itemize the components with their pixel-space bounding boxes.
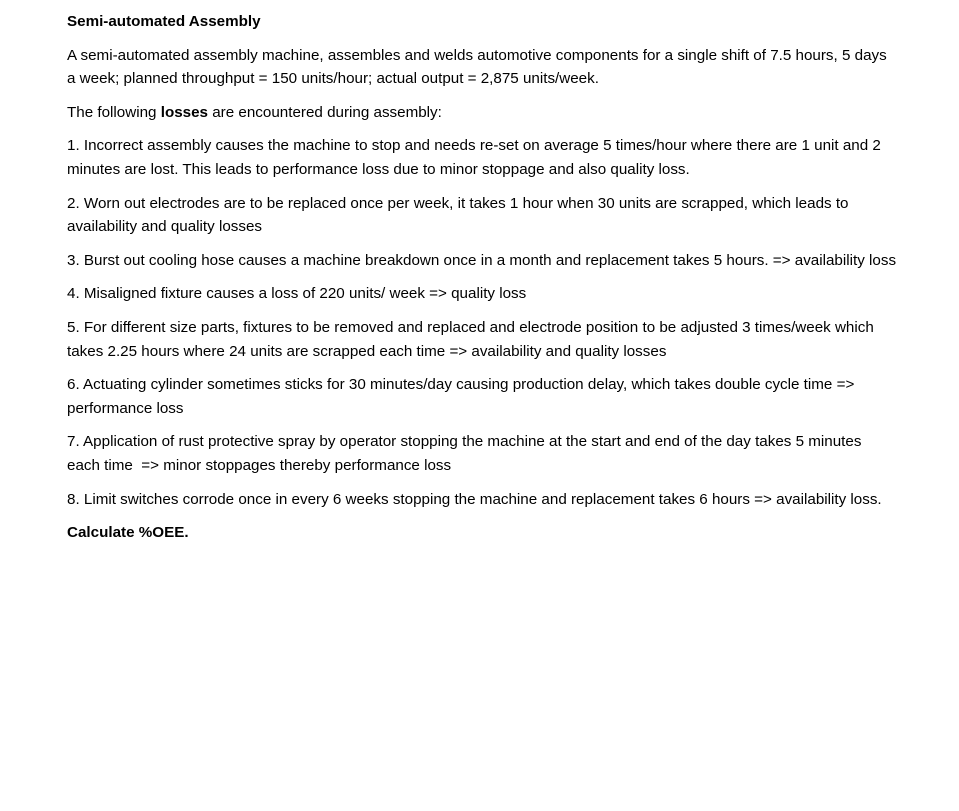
closing-instruction: Calculate %OEE. — [67, 524, 189, 542]
loss-item-8: 8. Limit switches corrode once in every 6 weeks stopping the machine and replacement takes 6 hours => availability loss. — [67, 490, 882, 508]
loss-item-1: 1. Incorrect assembly causes the machine to stop and needs re-set on average 5 times/hour where there are 1 unit and 2 minutes are lost. This leads to performance loss due to minor stoppage and also quality loss. — [67, 137, 881, 178]
loss-item-7: 7. Application of rust protective spray by operator stopping the machine at the start and end of the day takes 5 minutes each time => minor stoppages thereby performance loss — [67, 433, 866, 474]
loss-item-2: 2. Worn out electrodes are to be replaced once per week, it takes 1 hour when 30 units are scrapped, which leads to availability and quality losses — [67, 194, 849, 236]
loss-item-4: 4. Misaligned fixture causes a loss of 220 units/ week => quality loss — [67, 285, 527, 303]
document — [67, 10, 897, 555]
loss-item-3: 3. Burst out cooling hose causes a machine breakdown once in a month and replacement takes 5 hours. => availability loss — [67, 251, 897, 269]
losses-lead-paragraph — [67, 101, 897, 125]
losses-lead-after: are encountered during assembly: — [208, 103, 442, 121]
loss-item-5: 5. For different size parts, fixtures to be removed and replaced and electrode position to be adjusted 3 times/week which takes 2.25 hours where 24 units are scrapped each time => availability and quality losses — [67, 318, 874, 360]
losses-lead-bold: losses — [160, 103, 209, 121]
document-title: Semi-automated Assembly — [67, 13, 261, 30]
losses-lead-before: The following — [67, 103, 161, 121]
loss-item-6: 6. Actuating cylinder sometimes sticks for 30 minutes/day causing production delay, which takes double cycle time => performance loss — [67, 376, 855, 417]
intro-paragraph: A semi-automated assembly machine, assembles and welds automotive components for a single shift of 7.5 hours, 5 days a week; planned throughput = 150 units/hour; actual output = 2,875 units/week. — [67, 46, 887, 88]
